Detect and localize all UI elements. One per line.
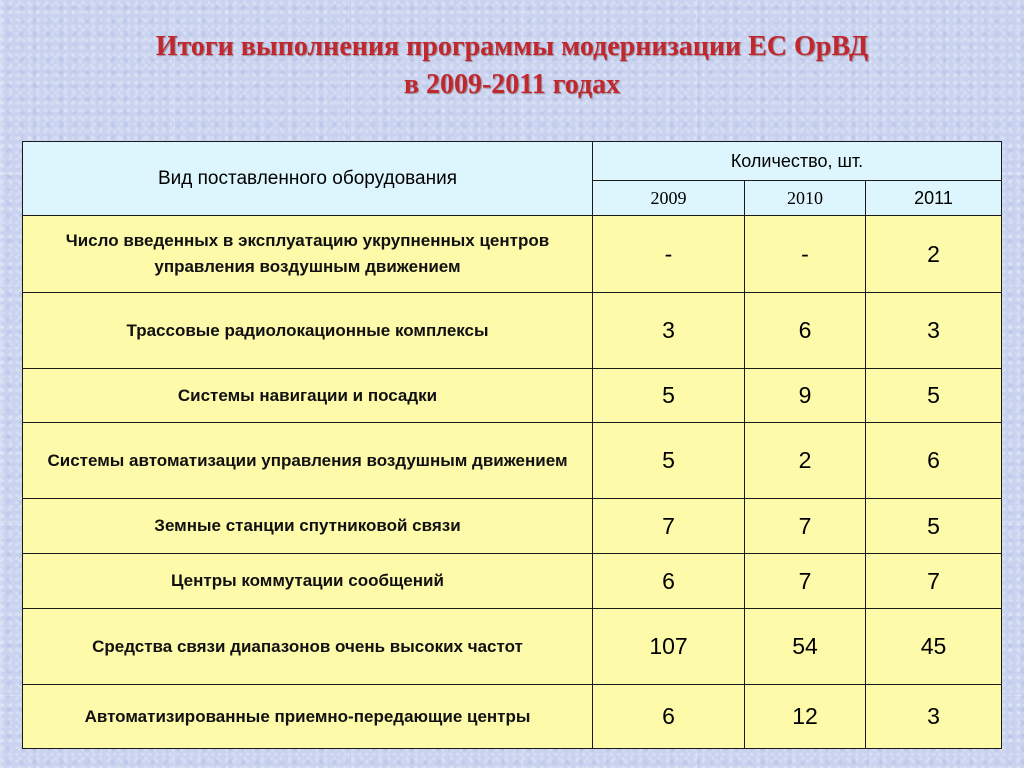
title-line-1: Итоги выполнения программы модернизации ЕС ОрВД xyxy=(155,31,869,62)
table-row xyxy=(23,216,1002,293)
table-row xyxy=(23,423,1002,499)
value-2011: 2 xyxy=(866,216,1002,293)
value-2009: 6 xyxy=(593,685,745,749)
value-2011: 6 xyxy=(866,423,1002,499)
value-2011: 5 xyxy=(866,369,1002,423)
value-2011: 3 xyxy=(866,685,1002,749)
value-2010: 12 xyxy=(745,685,866,749)
header-year-2009: 2009 xyxy=(593,181,745,216)
value-2010: 9 xyxy=(745,369,866,423)
equipment-name: Трассовые радиолокационные комплексы xyxy=(23,293,593,369)
header-year-2011: 2011 xyxy=(866,181,1002,216)
table-row xyxy=(23,554,1002,609)
table-row xyxy=(23,499,1002,554)
equipment-name: Системы навигации и посадки xyxy=(23,369,593,423)
table-row xyxy=(23,609,1002,685)
value-2010: 54 xyxy=(745,609,866,685)
value-2009: - xyxy=(593,216,745,293)
table-row xyxy=(23,293,1002,369)
value-2009: 5 xyxy=(593,423,745,499)
header-year-2010: 2010 xyxy=(745,181,866,216)
table-row xyxy=(23,369,1002,423)
equipment-name: Системы автоматизации управления воздушным движением xyxy=(23,423,593,499)
value-2011: 7 xyxy=(866,554,1002,609)
value-2010: 7 xyxy=(745,499,866,554)
value-2009: 3 xyxy=(593,293,745,369)
title-line-2: в 2009-2011 годах xyxy=(403,69,621,100)
header-quantity: Количество, шт. xyxy=(593,142,1002,181)
value-2011: 3 xyxy=(866,293,1002,369)
equipment-name: Центры коммутации сообщений xyxy=(23,554,593,609)
equipment-table xyxy=(22,141,1002,749)
equipment-name: Автоматизированные приемно-передающие центры xyxy=(23,685,593,749)
value-2009: 6 xyxy=(593,554,745,609)
equipment-name: Средства связи диапазонов очень высоких частот xyxy=(23,609,593,685)
equipment-name: Число введенных в эксплуатацию укрупненных центров управления воздушным движением xyxy=(23,216,593,293)
table-row xyxy=(23,685,1002,749)
value-2011: 5 xyxy=(866,499,1002,554)
value-2009: 5 xyxy=(593,369,745,423)
value-2011: 45 xyxy=(866,609,1002,685)
value-2010: 7 xyxy=(745,554,866,609)
value-2010: 6 xyxy=(745,293,866,369)
header-equipment-type: Вид поставленного оборудования xyxy=(23,142,593,216)
value-2009: 107 xyxy=(593,609,745,685)
value-2009: 7 xyxy=(593,499,745,554)
page-title xyxy=(0,28,1024,104)
value-2010: - xyxy=(745,216,866,293)
equipment-name: Земные станции спутниковой связи xyxy=(23,499,593,554)
value-2010: 2 xyxy=(745,423,866,499)
